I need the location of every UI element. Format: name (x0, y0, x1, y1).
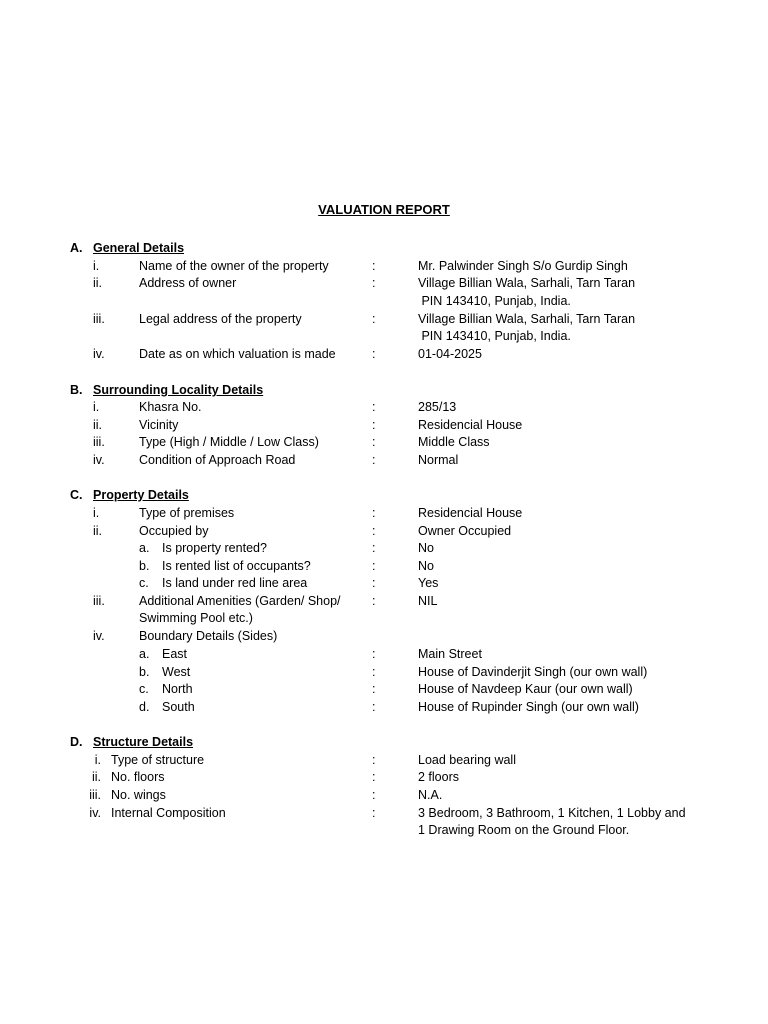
field-label: Type (High / Middle / Low Class) (139, 435, 319, 449)
item-number: i. (93, 506, 100, 520)
section-letter: D. (70, 735, 83, 749)
section-d-header (0, 734, 768, 751)
field-row (0, 452, 768, 469)
field-label: Boundary Details (Sides) (139, 629, 278, 643)
field-row (0, 787, 768, 804)
field-colon: : (372, 524, 376, 538)
sub-field-label: East (162, 647, 188, 661)
item-number: iii. (93, 594, 105, 608)
sub-field-label: North (162, 682, 193, 696)
section-letter: C. (70, 488, 83, 502)
field-colon: : (372, 435, 376, 449)
sub-field-row (0, 646, 768, 663)
field-label: Name of the owner of the property (139, 259, 329, 273)
field-row-continuation (0, 610, 768, 627)
sub-item-letter: a. (139, 541, 150, 555)
item-number: ii. (93, 418, 103, 432)
field-colon: : (372, 276, 376, 290)
section-title: Property Details (93, 488, 189, 502)
field-value: N.A. (418, 788, 443, 802)
field-value: House of Rupinder Singh (our own wall) (418, 700, 639, 714)
section-title: General Details (93, 241, 185, 255)
item-number: iii. (93, 312, 105, 326)
item-number: iv. (89, 806, 101, 820)
field-row (0, 769, 768, 786)
field-label: Type of premises (139, 506, 235, 520)
section-c-header (0, 487, 768, 504)
field-value: Residencial House (418, 506, 523, 520)
field-row (0, 311, 768, 328)
field-value: Village Billian Wala, Sarhali, Tarn Taran (418, 312, 636, 326)
field-row (0, 628, 768, 645)
section-letter: B. (70, 383, 83, 397)
field-row (0, 275, 768, 292)
field-value: NIL (418, 594, 438, 608)
field-colon: : (372, 770, 376, 784)
sub-field-label: Is property rented? (162, 541, 267, 555)
field-row (0, 434, 768, 451)
item-number: i. (93, 400, 100, 414)
field-label: Occupied by (139, 524, 209, 538)
field-label: Type of structure (111, 753, 205, 767)
item-number: ii. (93, 276, 103, 290)
field-label: Legal address of the property (139, 312, 302, 326)
field-value: No (418, 541, 434, 555)
item-number: i. (94, 753, 101, 767)
field-label: Address of owner (139, 276, 237, 290)
field-value: House of Davinderjit Singh (our own wall) (418, 665, 648, 679)
field-colon: : (372, 753, 376, 767)
field-value: House of Navdeep Kaur (our own wall) (418, 682, 633, 696)
section-b-header (0, 382, 768, 399)
field-label: No. wings (111, 788, 166, 802)
field-row (0, 258, 768, 275)
field-label: Vicinity (139, 418, 179, 432)
field-colon: : (372, 559, 376, 573)
field-value: Village Billian Wala, Sarhali, Tarn Taran (418, 276, 636, 290)
field-row-continuation (0, 328, 768, 345)
field-row (0, 593, 768, 610)
field-label: Khasra No. (139, 400, 202, 414)
field-colon: : (372, 400, 376, 414)
item-number: ii. (93, 524, 103, 538)
field-colon: : (372, 541, 376, 555)
field-value: Yes (418, 576, 439, 590)
sub-field-row (0, 575, 768, 592)
sub-item-letter: b. (139, 559, 150, 573)
item-number: i. (93, 259, 100, 273)
field-value-continued: 1 Drawing Room on the Ground Floor. (418, 823, 630, 837)
sub-field-row (0, 699, 768, 716)
field-colon: : (372, 788, 376, 802)
sub-field-label: Is rented list of occupants? (162, 559, 311, 573)
field-label: Internal Composition (111, 806, 226, 820)
field-value-continued: PIN 143410, Punjab, India. (418, 294, 571, 308)
field-colon: : (372, 682, 376, 696)
sub-item-letter: c. (139, 682, 149, 696)
sub-item-letter: c. (139, 576, 149, 590)
field-value: Middle Class (418, 435, 490, 449)
field-value: Load bearing wall (418, 753, 516, 767)
field-value: 01-04-2025 (418, 347, 482, 361)
sub-field-row (0, 558, 768, 575)
field-colon: : (372, 806, 376, 820)
field-row (0, 346, 768, 363)
sub-item-letter: d. (139, 700, 150, 714)
sub-field-row (0, 540, 768, 557)
field-row (0, 805, 768, 822)
field-colon: : (372, 312, 376, 326)
section-title: Surrounding Locality Details (93, 383, 264, 397)
field-value: 285/13 (418, 400, 457, 414)
sub-item-letter: a. (139, 647, 150, 661)
field-value: 2 floors (418, 770, 459, 784)
field-colon: : (372, 594, 376, 608)
sub-field-label: South (162, 700, 195, 714)
field-row (0, 523, 768, 540)
field-colon: : (372, 700, 376, 714)
section-letter: A. (70, 241, 83, 255)
field-value: Owner Occupied (418, 524, 512, 538)
item-number: iv. (93, 629, 105, 643)
field-label-continued: Swimming Pool etc.) (139, 611, 253, 625)
item-number: iii. (93, 435, 105, 449)
field-label: Date as on which valuation is made (139, 347, 336, 361)
field-value: 3 Bedroom, 3 Bathroom, 1 Kitchen, 1 Lobby and (418, 806, 686, 820)
sub-field-label: West (162, 665, 191, 679)
field-row (0, 417, 768, 434)
field-colon: : (372, 347, 376, 361)
field-label: No. floors (111, 770, 165, 784)
item-number: iv. (93, 453, 105, 467)
field-row-continuation (0, 822, 768, 839)
field-value-continued: PIN 143410, Punjab, India. (418, 329, 571, 343)
field-value: Main Street (418, 647, 482, 661)
field-colon: : (372, 259, 376, 273)
report-title: VALUATION REPORT (318, 202, 450, 217)
sub-field-label: Is land under red line area (162, 576, 308, 590)
field-row (0, 399, 768, 416)
item-number: iv. (93, 347, 105, 361)
field-row-continuation (0, 293, 768, 310)
sub-field-row (0, 681, 768, 698)
field-value: No (418, 559, 434, 573)
field-colon: : (372, 647, 376, 661)
field-value: Mr. Palwinder Singh S/o Gurdip Singh (418, 259, 628, 273)
sub-item-letter: b. (139, 665, 150, 679)
field-value: Normal (418, 453, 459, 467)
field-colon: : (372, 576, 376, 590)
field-row (0, 505, 768, 522)
item-number: iii. (89, 788, 101, 802)
field-colon: : (372, 453, 376, 467)
field-colon: : (372, 506, 376, 520)
field-value: Residencial House (418, 418, 523, 432)
field-row (0, 752, 768, 769)
sub-field-row (0, 664, 768, 681)
field-label: Condition of Approach Road (139, 453, 296, 467)
section-a-header (0, 240, 768, 257)
field-colon: : (372, 665, 376, 679)
field-label: Additional Amenities (Garden/ Shop/ (139, 594, 341, 608)
section-title: Structure Details (93, 735, 194, 749)
item-number: ii. (91, 770, 101, 784)
field-colon: : (372, 418, 376, 432)
